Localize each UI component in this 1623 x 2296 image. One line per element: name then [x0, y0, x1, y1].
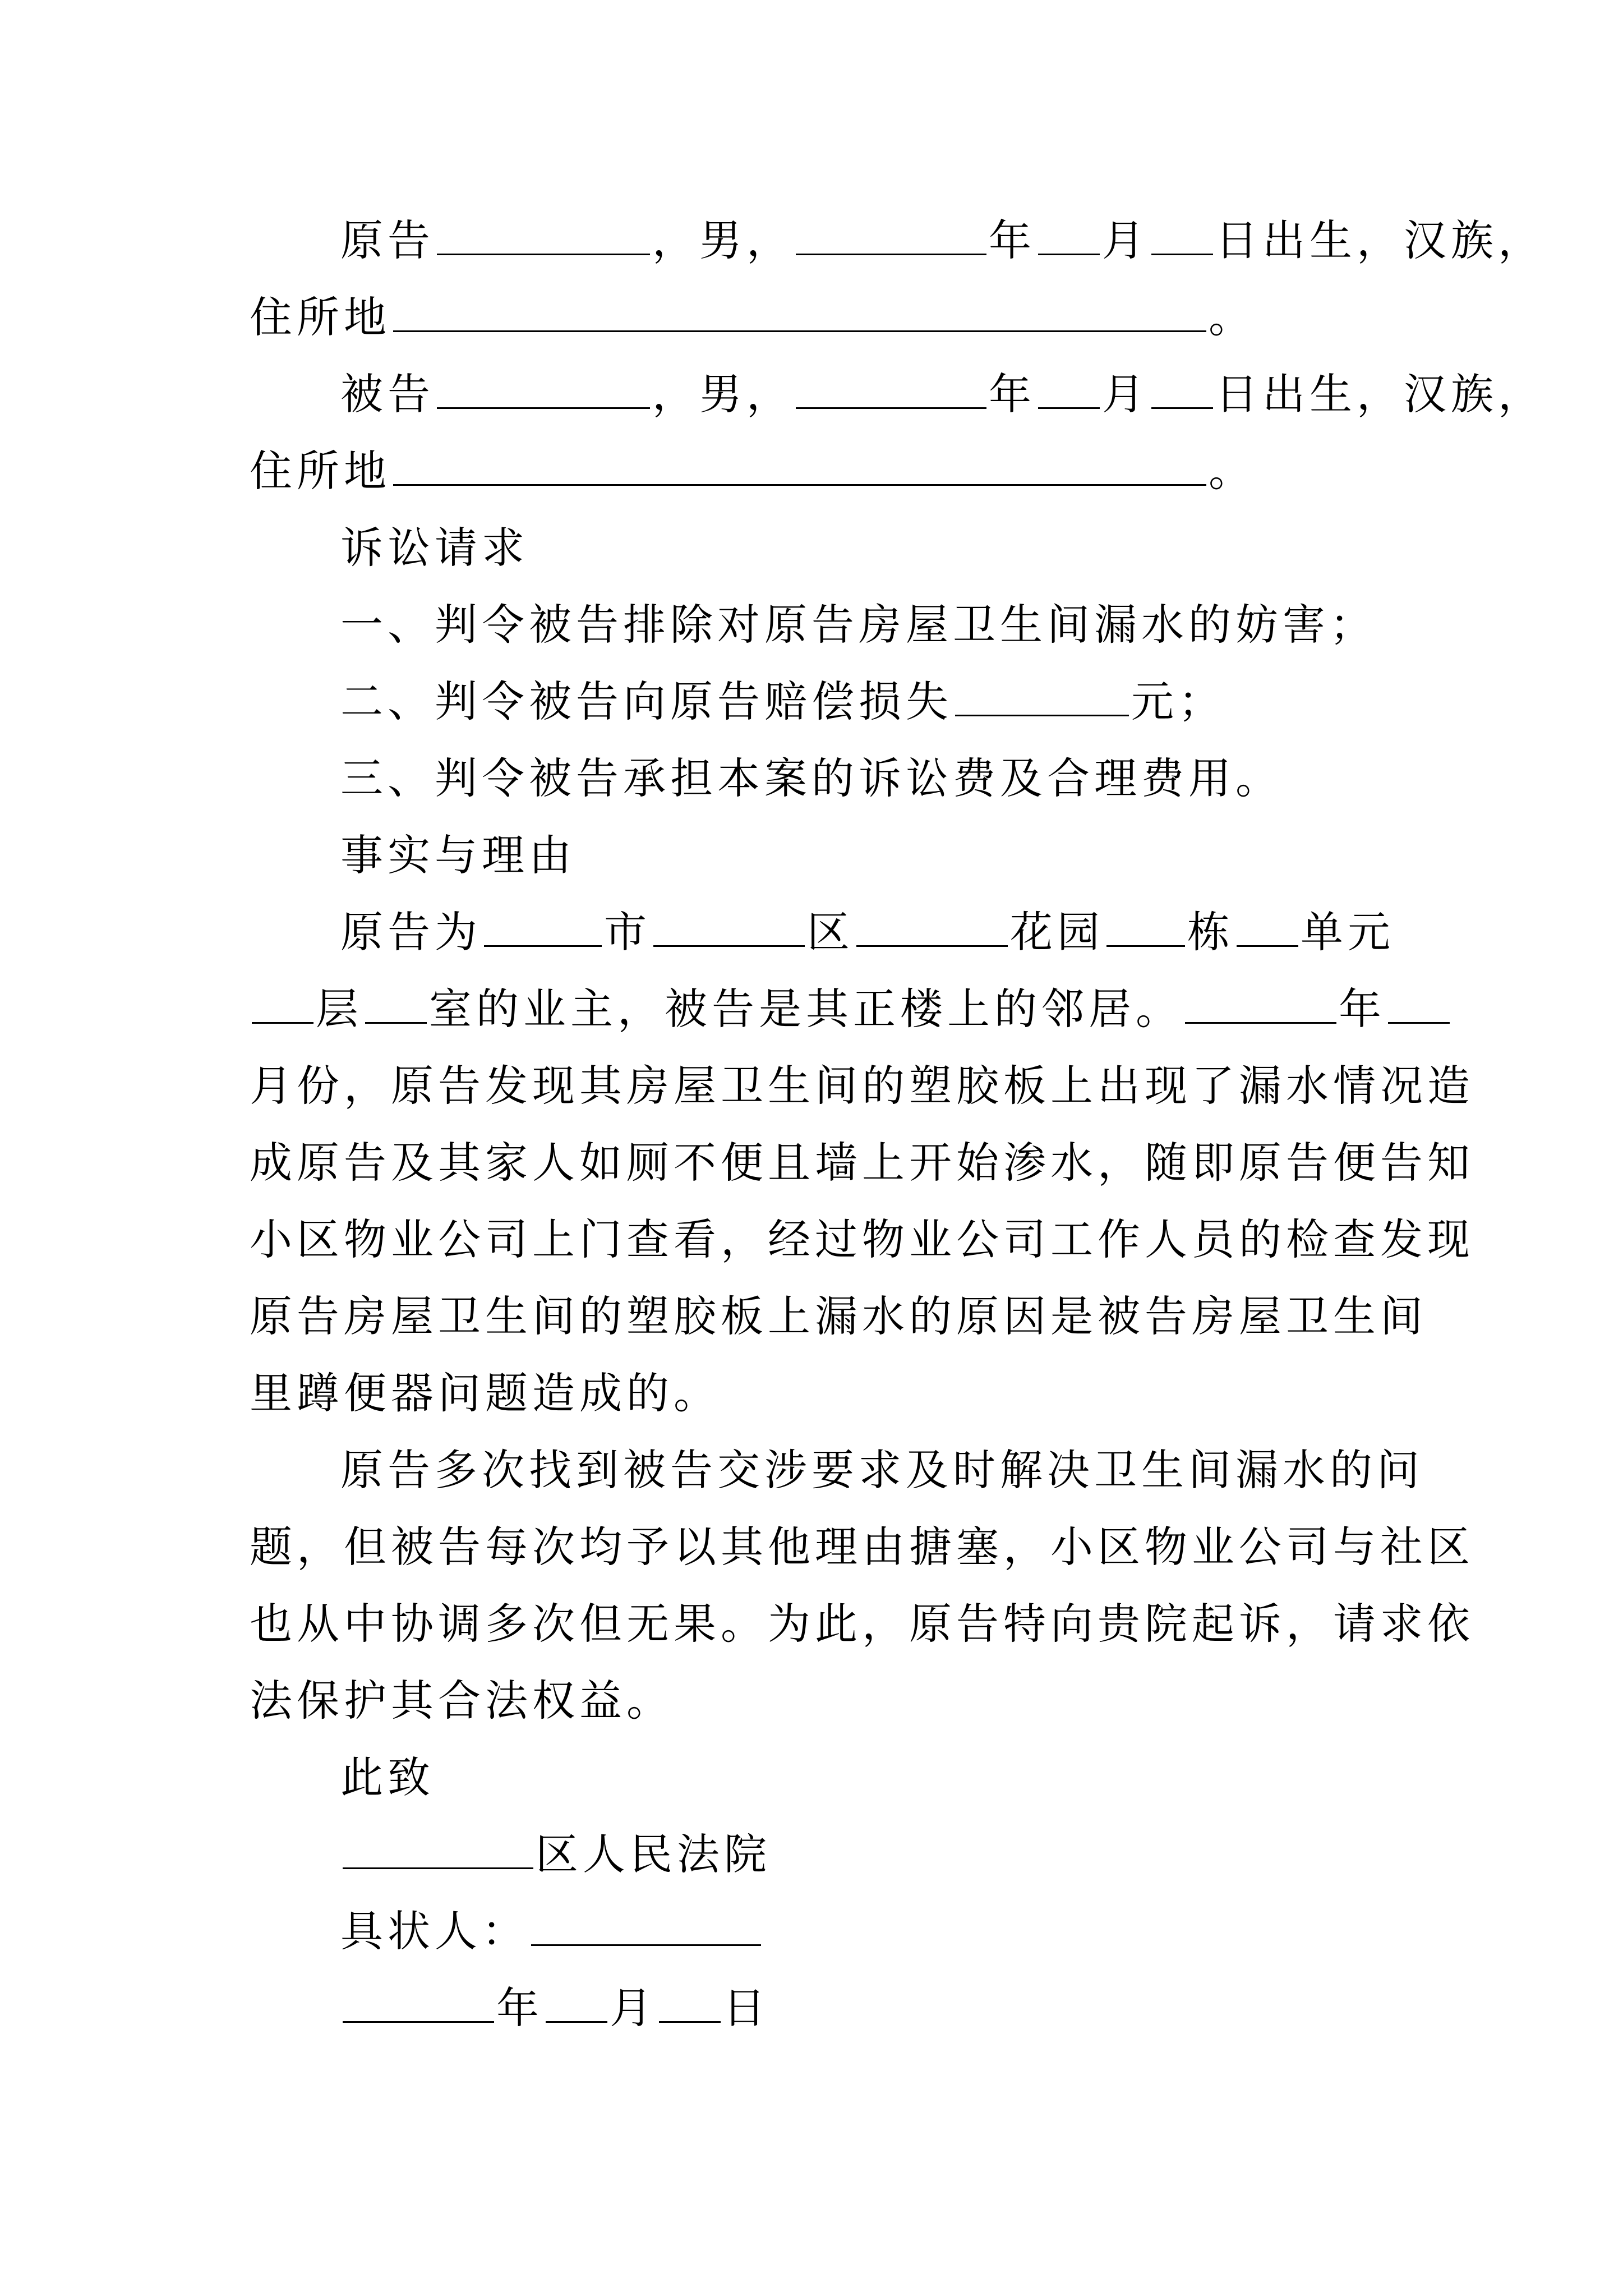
facts-text: 花园: [1010, 907, 1104, 957]
compensation-amount-blank: [955, 678, 1129, 716]
defendant-birth-ethnicity: 日出生，汉族，: [1215, 369, 1545, 419]
facts-text: 层: [316, 984, 363, 1034]
facts-p1-line-3: 月份，原告发现其房屋卫生间的塑胶板上出现了漏水情况造: [250, 1061, 1474, 1111]
plaintiff-line-2: [250, 279, 1391, 356]
city-blank: [484, 908, 602, 947]
signer-label: 具状人：: [340, 1906, 529, 1956]
defendant-name-blank: [437, 370, 650, 409]
district-blank: [653, 908, 805, 947]
defendant-birth-month-blank: [1038, 370, 1100, 409]
defendant-year-label: 年: [989, 369, 1036, 419]
facts-heading: 事实与理由: [340, 830, 576, 880]
plaintiff-label: 原告: [340, 215, 435, 265]
plaintiff-month-label: 月: [1102, 215, 1149, 265]
facts-p1-line-6: 原告房屋卫生间的塑胶板上漏水的原因是被告房屋卫生间: [250, 1291, 1427, 1341]
facts-text: 栋: [1187, 907, 1234, 957]
defendant-address-end: 。: [1209, 446, 1256, 496]
sign-day-blank: [659, 1984, 721, 2023]
building-blank: [1106, 908, 1185, 947]
sign-year-blank: [343, 1984, 494, 2023]
floor-blank: [252, 985, 313, 1024]
defendant-label: 被告: [340, 369, 435, 419]
plaintiff-address-end: 。: [1209, 292, 1256, 342]
facts-p1-line-2: [250, 970, 1391, 1047]
defendant-gender: ，男，: [652, 369, 794, 419]
claim-item-2-text: 二、判令被告向原告赔偿损失: [340, 677, 953, 726]
facts-text: 年: [1339, 984, 1386, 1034]
facts-p1-line-5: 小区物业公司上门查看，经过物业公司工作人员的检查发现: [250, 1214, 1474, 1264]
defendant-birth-day-blank: [1151, 370, 1213, 409]
defendant-address-blank: [393, 447, 1206, 486]
defendant-address-label: 住所地: [250, 446, 391, 496]
unit-blank: [1237, 908, 1298, 947]
complaint-document: [250, 202, 1545, 2046]
plaintiff-birth-ethnicity: 日出生，汉族，: [1215, 215, 1545, 265]
plaintiff-birth-year-blank: [796, 217, 986, 255]
plaintiff-address-label: 住所地: [250, 292, 391, 342]
court-district-blank: [343, 1830, 533, 1869]
claim-item-2: [250, 663, 1391, 740]
facts-p1-line-4: 成原告及其家人如厕不便且墙上开始渗水，随即原告便告知: [250, 1138, 1474, 1188]
claim-item-3: 三、判令被告承担本案的诉讼费及合理费用。: [340, 753, 1283, 803]
facts-p2-line-3: 也从中协调多次但无果。为此，原告特向贵院起诉，请求依: [250, 1599, 1474, 1649]
plaintiff-address-blank: [393, 293, 1206, 332]
plaintiff-year-label: 年: [989, 215, 1036, 265]
plaintiff-gender: ，男，: [652, 215, 794, 265]
sign-year-label: 年: [496, 1983, 543, 2033]
defendant-line-2: [250, 432, 1391, 509]
defendant-line-1: [250, 356, 1545, 432]
signer-line: [250, 1893, 1391, 1970]
facts-p2-line-1: 原告多次找到被告交涉要求及时解决卫生间漏水的问: [340, 1445, 1424, 1495]
facts-text: 单元: [1301, 907, 1395, 957]
sign-month-blank: [546, 1984, 607, 2023]
claims-heading: 诉讼请求: [340, 523, 529, 573]
facts-p2-line-4: 法保护其合法权益。: [250, 1676, 674, 1726]
sign-day-label: 日: [723, 1983, 770, 2033]
court-line: [250, 1816, 1391, 1893]
room-blank: [365, 985, 427, 1024]
facts-text: 市: [604, 907, 651, 957]
plaintiff-name-blank: [437, 217, 650, 255]
facts-p1-line-7: 里蹲便器问题造成的。: [250, 1368, 721, 1418]
salutation: 此致: [340, 1752, 435, 1802]
defendant-month-label: 月: [1102, 369, 1149, 419]
garden-blank: [856, 908, 1008, 947]
facts-text: 原告为: [340, 907, 482, 957]
date-line: [250, 1970, 1391, 2046]
plaintiff-birth-month-blank: [1038, 217, 1100, 255]
signer-blank: [531, 1907, 761, 1946]
plaintiff-line-1: [250, 202, 1545, 279]
claim-item-2-unit: 元；: [1131, 677, 1225, 726]
court-suffix: 区人民法院: [536, 1829, 771, 1879]
leak-month-blank: [1388, 985, 1450, 1024]
facts-p1-line-1: [250, 894, 1395, 970]
sign-month-label: 月: [610, 1983, 657, 2033]
facts-p2-line-2: 题，但被告每次均予以其他理由搪塞，小区物业公司与社区: [250, 1522, 1474, 1572]
leak-year-blank: [1185, 985, 1336, 1024]
plaintiff-birth-day-blank: [1151, 217, 1213, 255]
facts-text: 室的业主，被告是其正楼上的邻居。: [429, 984, 1183, 1034]
facts-text: 区: [807, 907, 854, 957]
claim-item-1: 一、判令被告排除对原告房屋卫生间漏水的妨害；: [340, 600, 1377, 650]
defendant-birth-year-blank: [796, 370, 986, 409]
